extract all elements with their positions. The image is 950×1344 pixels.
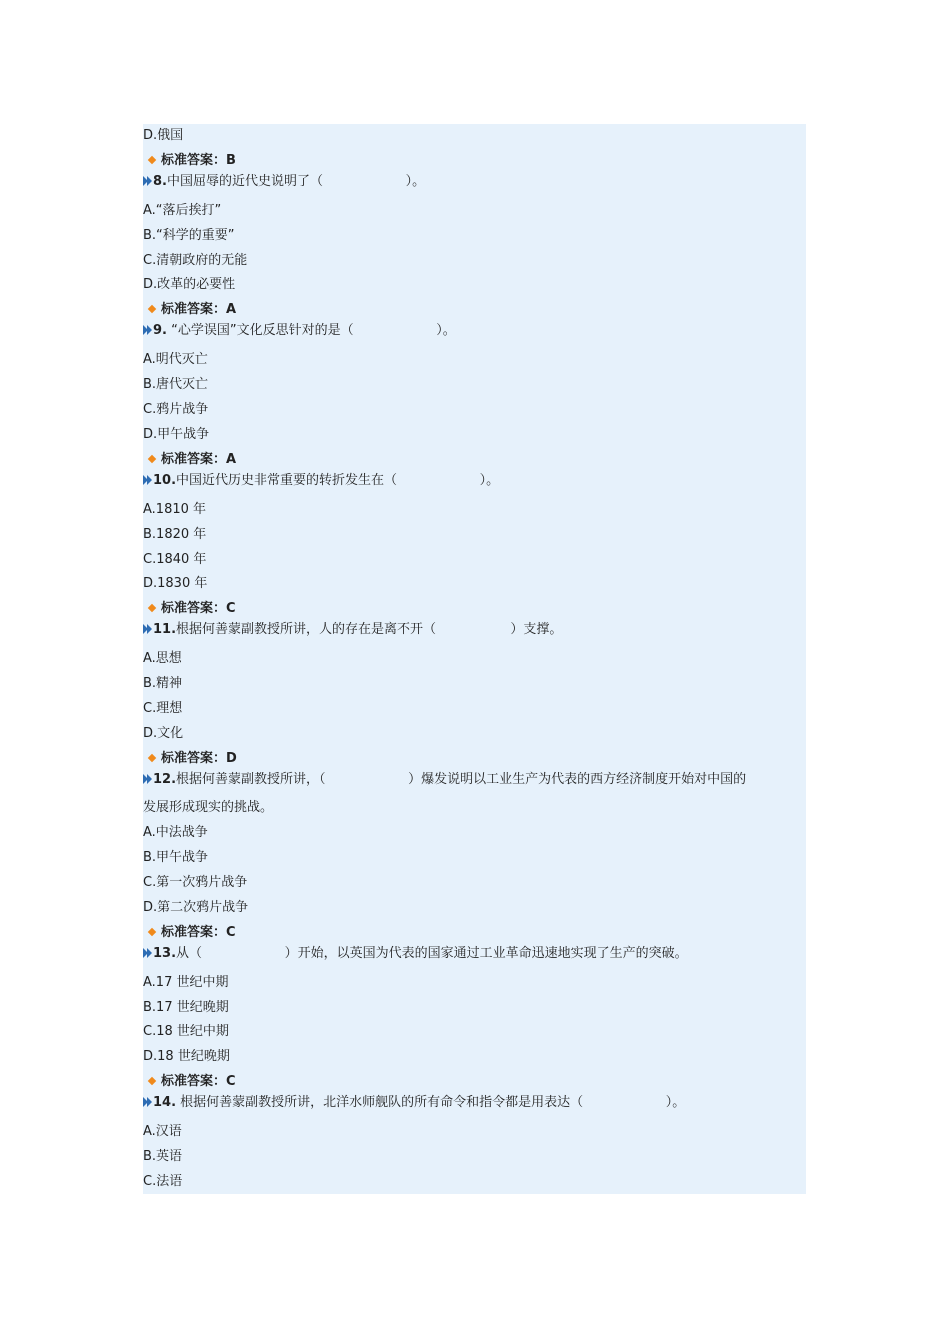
diamond-icon [148, 928, 156, 936]
diamond-icon [148, 1077, 156, 1085]
question-number: 14. [153, 1095, 177, 1110]
option-item: D.甲午战争 [143, 427, 210, 442]
answer-label: 标准答案： [161, 925, 227, 940]
option-item: C.18 世纪中期 [143, 1024, 229, 1039]
question-stem [143, 173, 806, 191]
answer-label: 标准答案： [161, 601, 227, 616]
question-text: 中国屈辱的近代史说明了（ ）。 [166, 174, 426, 189]
question-stem [143, 771, 806, 789]
question-text: 根据何善蒙副教授所讲，（ ）爆发说明以工业生产为代表的西方经济制度开始对中国的 [176, 772, 747, 787]
option-item: D.18 世纪晚期 [143, 1049, 230, 1064]
option-item: D.第二次鸦片战争 [143, 900, 249, 915]
answer-label: 标准答案： [161, 153, 227, 168]
question-continuation: 发展形成现实的挑战。 [143, 800, 274, 815]
option-item: C.理想 [143, 701, 183, 716]
option-item: A.明代灭亡 [143, 352, 208, 367]
question-text: 根据何善蒙副教授所讲，北洋水师舰队的所有命令和指令都是用表达（ ）。 [176, 1095, 686, 1110]
question-number: 10. [153, 473, 177, 488]
option-item: D.1830 年 [143, 576, 208, 591]
question-number: 12. [153, 772, 177, 787]
question-text: 从（ ）开始，以英国为代表的国家通过工业革命迅速地实现了生产的突破。 [176, 946, 688, 961]
option-item: C.1840 年 [143, 552, 207, 567]
diamond-icon [148, 305, 156, 313]
option-item: A.“落后挨打” [143, 203, 222, 218]
quiz-panel [143, 124, 806, 1194]
option-item: A.汉语 [143, 1124, 182, 1139]
double-arrow-icon [143, 946, 153, 961]
standard-answer [143, 152, 806, 170]
standard-answer [143, 301, 806, 319]
option-item: A.17 世纪中期 [143, 975, 229, 990]
double-arrow-icon [143, 473, 153, 488]
option-item: A.1810 年 [143, 502, 207, 517]
question-number: 11. [153, 622, 177, 637]
answer-value: B [226, 153, 236, 168]
answer-value: C [226, 1074, 236, 1089]
option-item: C.清朝政府的无能 [143, 253, 248, 268]
option-item: D.改革的必要性 [143, 277, 236, 292]
option-item: A.中法战争 [143, 825, 208, 840]
option-item: C.法语 [143, 1174, 183, 1189]
option-item: B.精神 [143, 676, 183, 691]
option-item: C.鸦片战争 [143, 402, 209, 417]
question-number: 13. [153, 946, 177, 961]
answer-label: 标准答案： [161, 1074, 227, 1089]
answer-value: D [226, 751, 237, 766]
option-item: B.17 世纪晚期 [143, 1000, 229, 1015]
answer-value: C [226, 601, 236, 616]
answer-label: 标准答案： [161, 302, 227, 317]
double-arrow-icon [143, 772, 153, 787]
diamond-icon [148, 156, 156, 164]
option-item: B.英语 [143, 1149, 183, 1164]
answer-value: A [226, 452, 237, 467]
option-item: D.文化 [143, 726, 184, 741]
standard-answer [143, 1073, 806, 1091]
question-stem [143, 621, 806, 639]
diamond-icon [148, 754, 156, 762]
option-item: B.“科学的重要” [143, 228, 235, 243]
option-item: D.俄国 [143, 128, 184, 143]
answer-label: 标准答案： [161, 751, 227, 766]
answer-label: 标准答案： [161, 452, 227, 467]
option-item: C.第一次鸦片战争 [143, 875, 248, 890]
question-text: “心学误国”文化反思针对的是（ ）。 [166, 323, 456, 338]
double-arrow-icon [143, 1095, 153, 1110]
option-item: B.甲午战争 [143, 850, 209, 865]
double-arrow-icon [143, 174, 153, 189]
question-stem [143, 1094, 806, 1112]
option-item: A.思想 [143, 651, 182, 666]
option-item: B.1820 年 [143, 527, 207, 542]
question-number: 9. [153, 323, 167, 338]
answer-value: C [226, 925, 236, 940]
standard-answer [143, 451, 806, 469]
double-arrow-icon [143, 622, 153, 637]
question-text: 中国近代历史非常重要的转折发生在（ ）。 [176, 473, 500, 488]
question-stem [143, 945, 806, 963]
question-number: 8. [153, 174, 167, 189]
standard-answer [143, 924, 806, 942]
diamond-icon [148, 455, 156, 463]
standard-answer [143, 750, 806, 768]
question-stem [143, 322, 806, 340]
question-stem [143, 472, 806, 490]
question-text: 根据何善蒙副教授所讲，人的存在是离不开（ ）支撑。 [176, 622, 563, 637]
double-arrow-icon [143, 323, 153, 338]
answer-value: A [226, 302, 237, 317]
diamond-icon [148, 604, 156, 612]
option-item: B.唐代灭亡 [143, 377, 209, 392]
standard-answer [143, 600, 806, 618]
